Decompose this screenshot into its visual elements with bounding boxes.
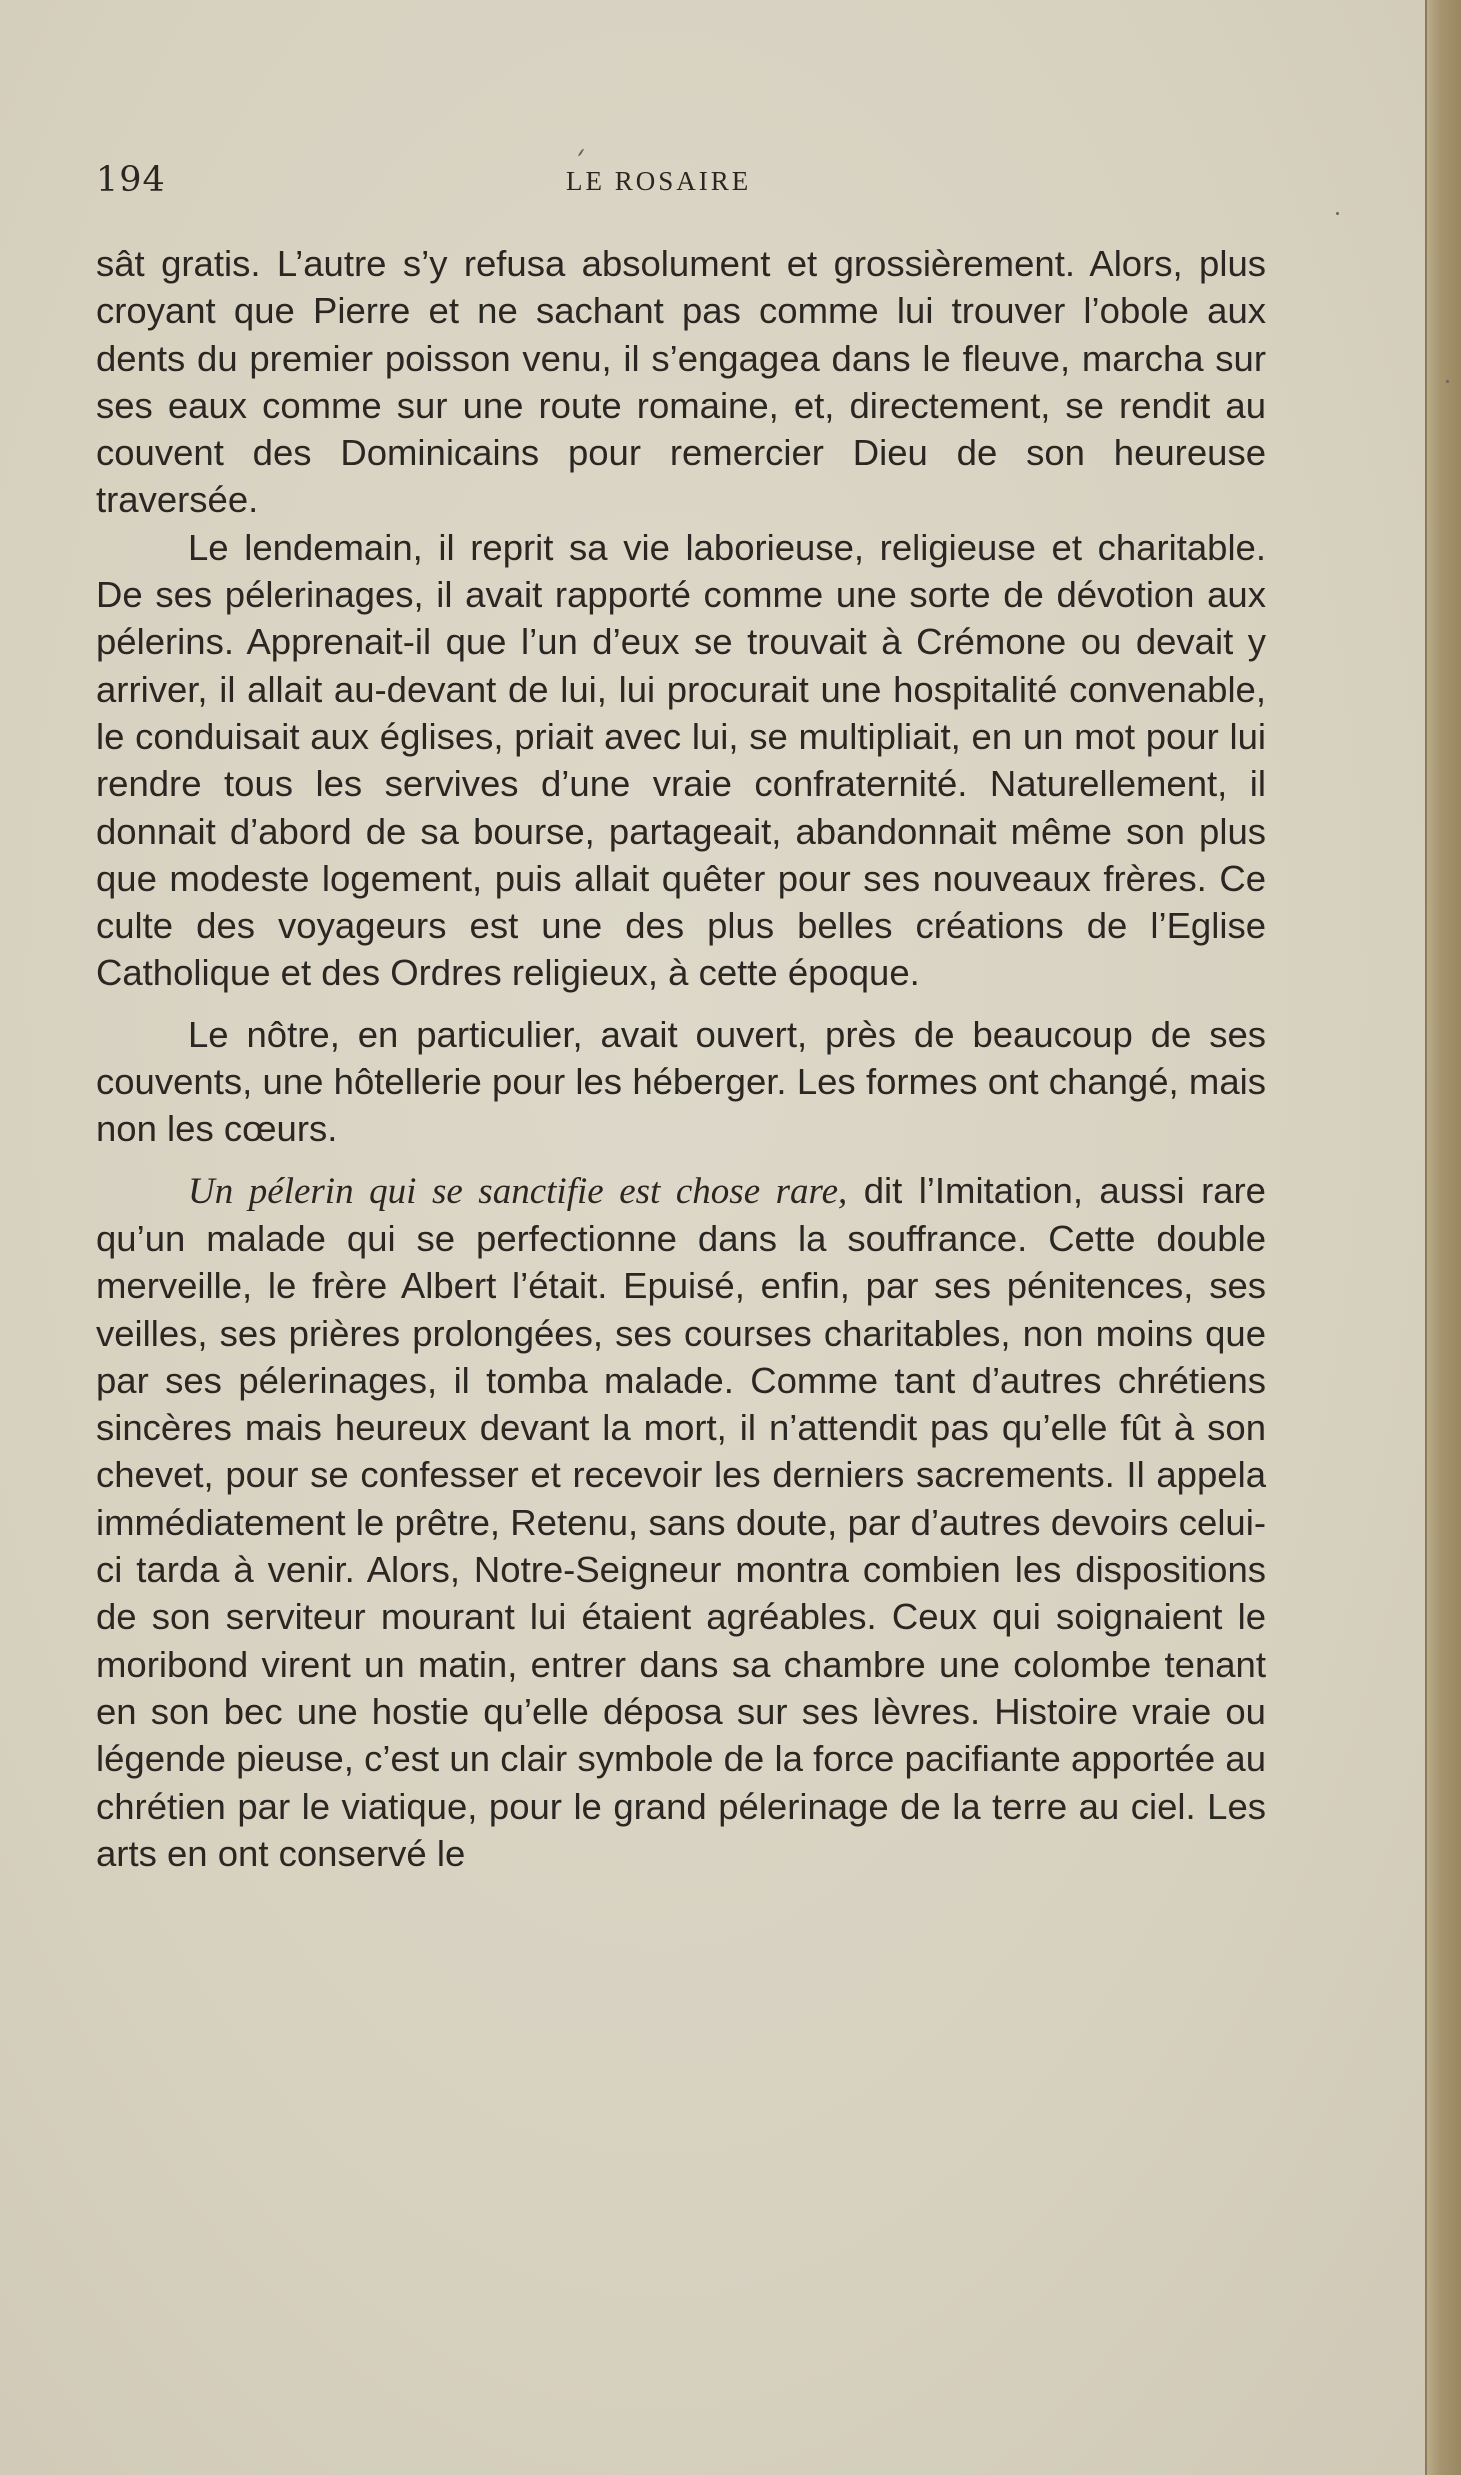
- paper-speck: [578, 148, 585, 157]
- paragraph: Le lendemain, il reprit sa vie laborieuse, religieuse et charitable. De ses pélerinages, il avait rapporté comme une sorte de dévotion aux pélerins. Apprenait-il que l’un d’eux se trouvait à Crémone ou devait y arriver, il allait au-devant de lui, lui procurait une hospitalité convenable, le conduisait aux églises, priait avec lui, se multipliait, en un mot pour lui rendre tous les servives d’une vraie confraternité. Naturellement, il donnait d’abord de sa bourse, partageait, abandonnait même son plus que modeste logement, puis allait quêter pour ses nouveaux frères. Ce culte des voyageurs est une des plus belles créations de l’Eglise Catholique et des Ordres religieux, à cette époque.: [96, 526, 1266, 994]
- body-text: [96, 240, 1266, 1877]
- paragraph: sât gratis. L’autre s’y refusa absolument et grossièrement. Alors, plus croyant que Pierre et ne sachant pas comme lui trouver l’obole aux dents du premier poisson venu, il s’engagea dans le fleuve, marcha sur ses eaux comme sur une route romaine, et, directement, se rendit au couvent des Dominicains pour remercier Dieu de son heureuse traversée.: [96, 243, 1266, 521]
- paper-speck: [1336, 212, 1339, 215]
- running-title: LE ROSAIRE: [566, 166, 752, 196]
- paragraph: Le nôtre, en particulier, avait ouvert, près de beaucoup de ses couvents, une hôtellerie pour les héberger. Les formes ont changé, mais non les cœurs.: [96, 1013, 1266, 1150]
- page-edge: [1425, 0, 1461, 2475]
- page-number: 194: [96, 160, 166, 200]
- paper-speck: [1446, 380, 1449, 383]
- paragraph: [96, 1167, 1266, 1877]
- page-header: [96, 160, 1266, 210]
- paragraph-text: dit l’Imitation, aussi rare qu’un malade qui se perfectionne dans la souffrance. Cette double merveille, le frère Albert l’était. Epuisé, enfin, par ses pénitences, ses veilles, ses prières prolongées, ses courses charitables, non moins que par ses pélerinages, il tomba malade. Comme tant d’autres chrétiens sincères mais heureux devant la mort, il n’attendit pas qu’elle fût à son chevet, pour se confesser et recevoir les derniers sacrements. Il appela immédiatement le prêtre, Retenu, sans doute, par d’autres devoirs celui-ci tarda à venir. Alors, Notre-Seigneur montra combien les dispositions de son serviteur mourant lui étaient agréables. Ceux qui soignaient le moribond virent un matin, entrer dans sa chambre une colombe tenant en son bec une hostie qu’elle déposa sur ses lèvres. Histoire vraie ou légende pieuse, c’est un clair symbole de la force pacifiante apportée au chrétien par le viatique, pour le grand pélerinage de la terre au ciel. Les arts en ont conservé le: [96, 1169, 1266, 1874]
- italic-quotation: Un pélerin qui se sanctifie est chose rare,: [188, 1170, 848, 1212]
